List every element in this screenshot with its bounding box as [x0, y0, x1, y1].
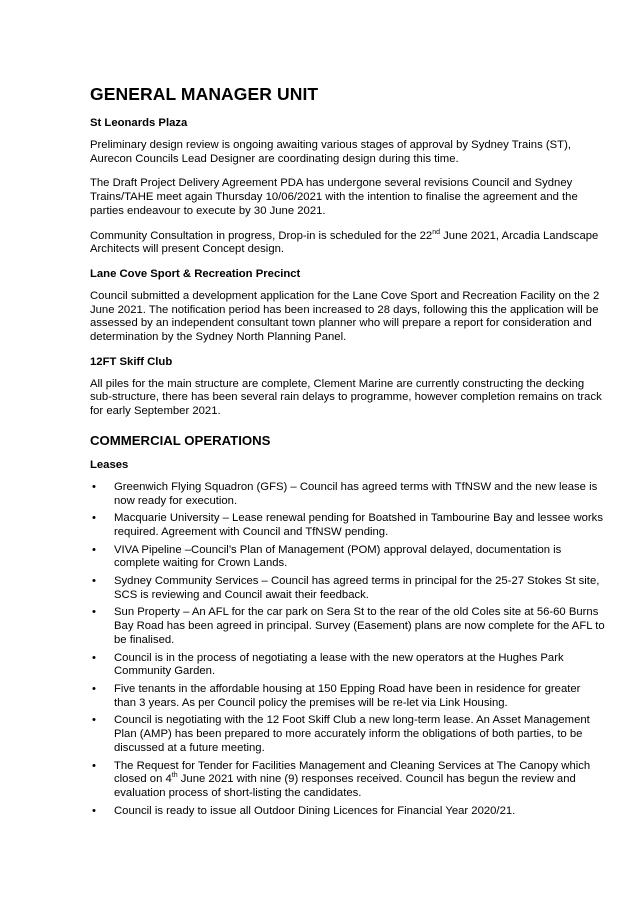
list-item: [90, 544, 605, 571]
leases-list: [90, 481, 605, 818]
list-item: [90, 575, 605, 602]
list-item-text: Five tenants in the affordable housing at 150 Epping Road have been in residence for greater than 3 years. As per Council policy the premises will be re-let via Link Housing.: [114, 682, 581, 709]
list-item-text: VIVA Pipeline –Council’s Plan of Management (POM) approval delayed, documentation is complete waiting for Crown Lands.: [114, 543, 562, 570]
list-item-text: Macquarie University – Lease renewal pending for Boatshed in Tambourine Bay and lessee works required. Agreement with Council and TfNSW pending.: [114, 512, 603, 538]
document-body: [90, 84, 605, 822]
leases-title: Leases: [90, 458, 129, 471]
list-item-text: Sydney Community Services – Council has agreed terms in principal for the 25-27 Stokes St site, SCS is reviewing and Council await their feedback.: [114, 575, 600, 601]
list-item: [90, 805, 605, 819]
section-st-leonards: [90, 117, 605, 257]
bullet-icon: •: [92, 651, 96, 664]
bullet-icon: •: [92, 804, 96, 817]
section-lane-cove: [90, 268, 605, 345]
bullet-icon: •: [92, 682, 96, 695]
list-item: [90, 760, 605, 801]
list-item: [90, 481, 605, 508]
section-commercial-operations: [90, 433, 605, 818]
st-leonards-paragraph-3: [90, 230, 605, 257]
skiff-club-title: 12FT Skiff Club: [90, 355, 173, 368]
list-item-ordinal: th: [171, 772, 178, 780]
st-leonards-p3-ordinal: nd: [432, 228, 441, 236]
st-leonards-paragraph-1: Preliminary design review is ongoing awaiting various stages of approval by Sydney Trains (ST), Aurecon Councils Lead Designer are coordinating design during this time.: [90, 139, 571, 165]
list-item-text: Greenwich Flying Squadron (GFS) – Council has agreed terms with TfNSW and the new lease is now ready for execution.: [114, 480, 598, 507]
lane-cove-title: Lane Cove Sport & Recreation Precinct: [90, 267, 301, 280]
list-item-text-a: The Request for Tender for Facilities Management and Cleaning Services at The Canopy which closed on 4: [114, 759, 591, 786]
list-item: [90, 714, 605, 755]
page-title: GENERAL MANAGER UNIT: [90, 84, 319, 104]
bullet-icon: •: [92, 606, 96, 619]
bullet-icon: •: [92, 575, 96, 588]
st-leonards-p3-text-b: June 2021, Arcadia Landscape Architects will present Concept design.: [90, 229, 599, 256]
commercial-heading: COMMERCIAL OPERATIONS: [90, 432, 271, 448]
list-item: [90, 683, 605, 710]
st-leonards-paragraph-2: The Draft Project Delivery Agreement PDA has undergone several revisions Council and Sydney Trains/TAHE meet again Thursday 10/06/2021 with the intention to finalise the agreement and the parties endeavour to execute by 30 June 2021.: [90, 177, 578, 217]
list-item-text: Council is in the process of negotiating a lease with the new operators at the Hughes Park Community Garden.: [114, 651, 564, 678]
bullet-icon: •: [92, 759, 96, 772]
section-skiff-club: [90, 356, 605, 419]
list-item: [90, 652, 605, 679]
list-item-text: Council is negotiating with the 12 Foot Skiff Club a new long-term lease. An Asset Management Plan (AMP) has been prepared to more accurately inform the obligations of both parties, to be discussed at a future meeting.: [114, 714, 590, 754]
lane-cove-paragraph-1: Council submitted a development application for the Lane Cove Sport and Recreation Facility on the 2 June 2021. The notification period has been increased to 28 days, following this the application will be assessed by an independent consultant town planner who will prepare a report for consideration and determination by the Sydney North Planning Panel.: [90, 289, 600, 344]
list-item: [90, 512, 605, 539]
skiff-club-paragraph-1: All piles for the main structure are complete, Clement Marine are currently constructing the decking sub-structure, there has been several rain delays to programme, however completion remains on track for early September 2021.: [90, 377, 602, 418]
bullet-icon: •: [92, 480, 96, 493]
st-leonards-title: St Leonards Plaza: [90, 117, 188, 129]
bullet-icon: •: [92, 543, 96, 556]
bullet-icon: •: [92, 512, 96, 525]
list-item-text-b: June 2021 with nine (9) responses received. Council has begun the review and evaluation process of short-listing the candidates.: [114, 773, 576, 799]
bullet-icon: •: [92, 714, 96, 727]
st-leonards-p3-text-a: Community Consultation in progress, Drop-in is scheduled for the 22: [90, 229, 433, 242]
list-item-text: Council is ready to issue all Outdoor Dining Licences for Financial Year 2020/21.: [114, 804, 516, 817]
list-item: [90, 606, 605, 647]
list-item-text: Sun Property – An AFL for the car park on Sera St to the rear of the old Coles site at 56-60 Burns Bay Road has been agreed in principal. Survey (Easement) plans are now complete for the AFL to be finalised.: [114, 606, 605, 646]
